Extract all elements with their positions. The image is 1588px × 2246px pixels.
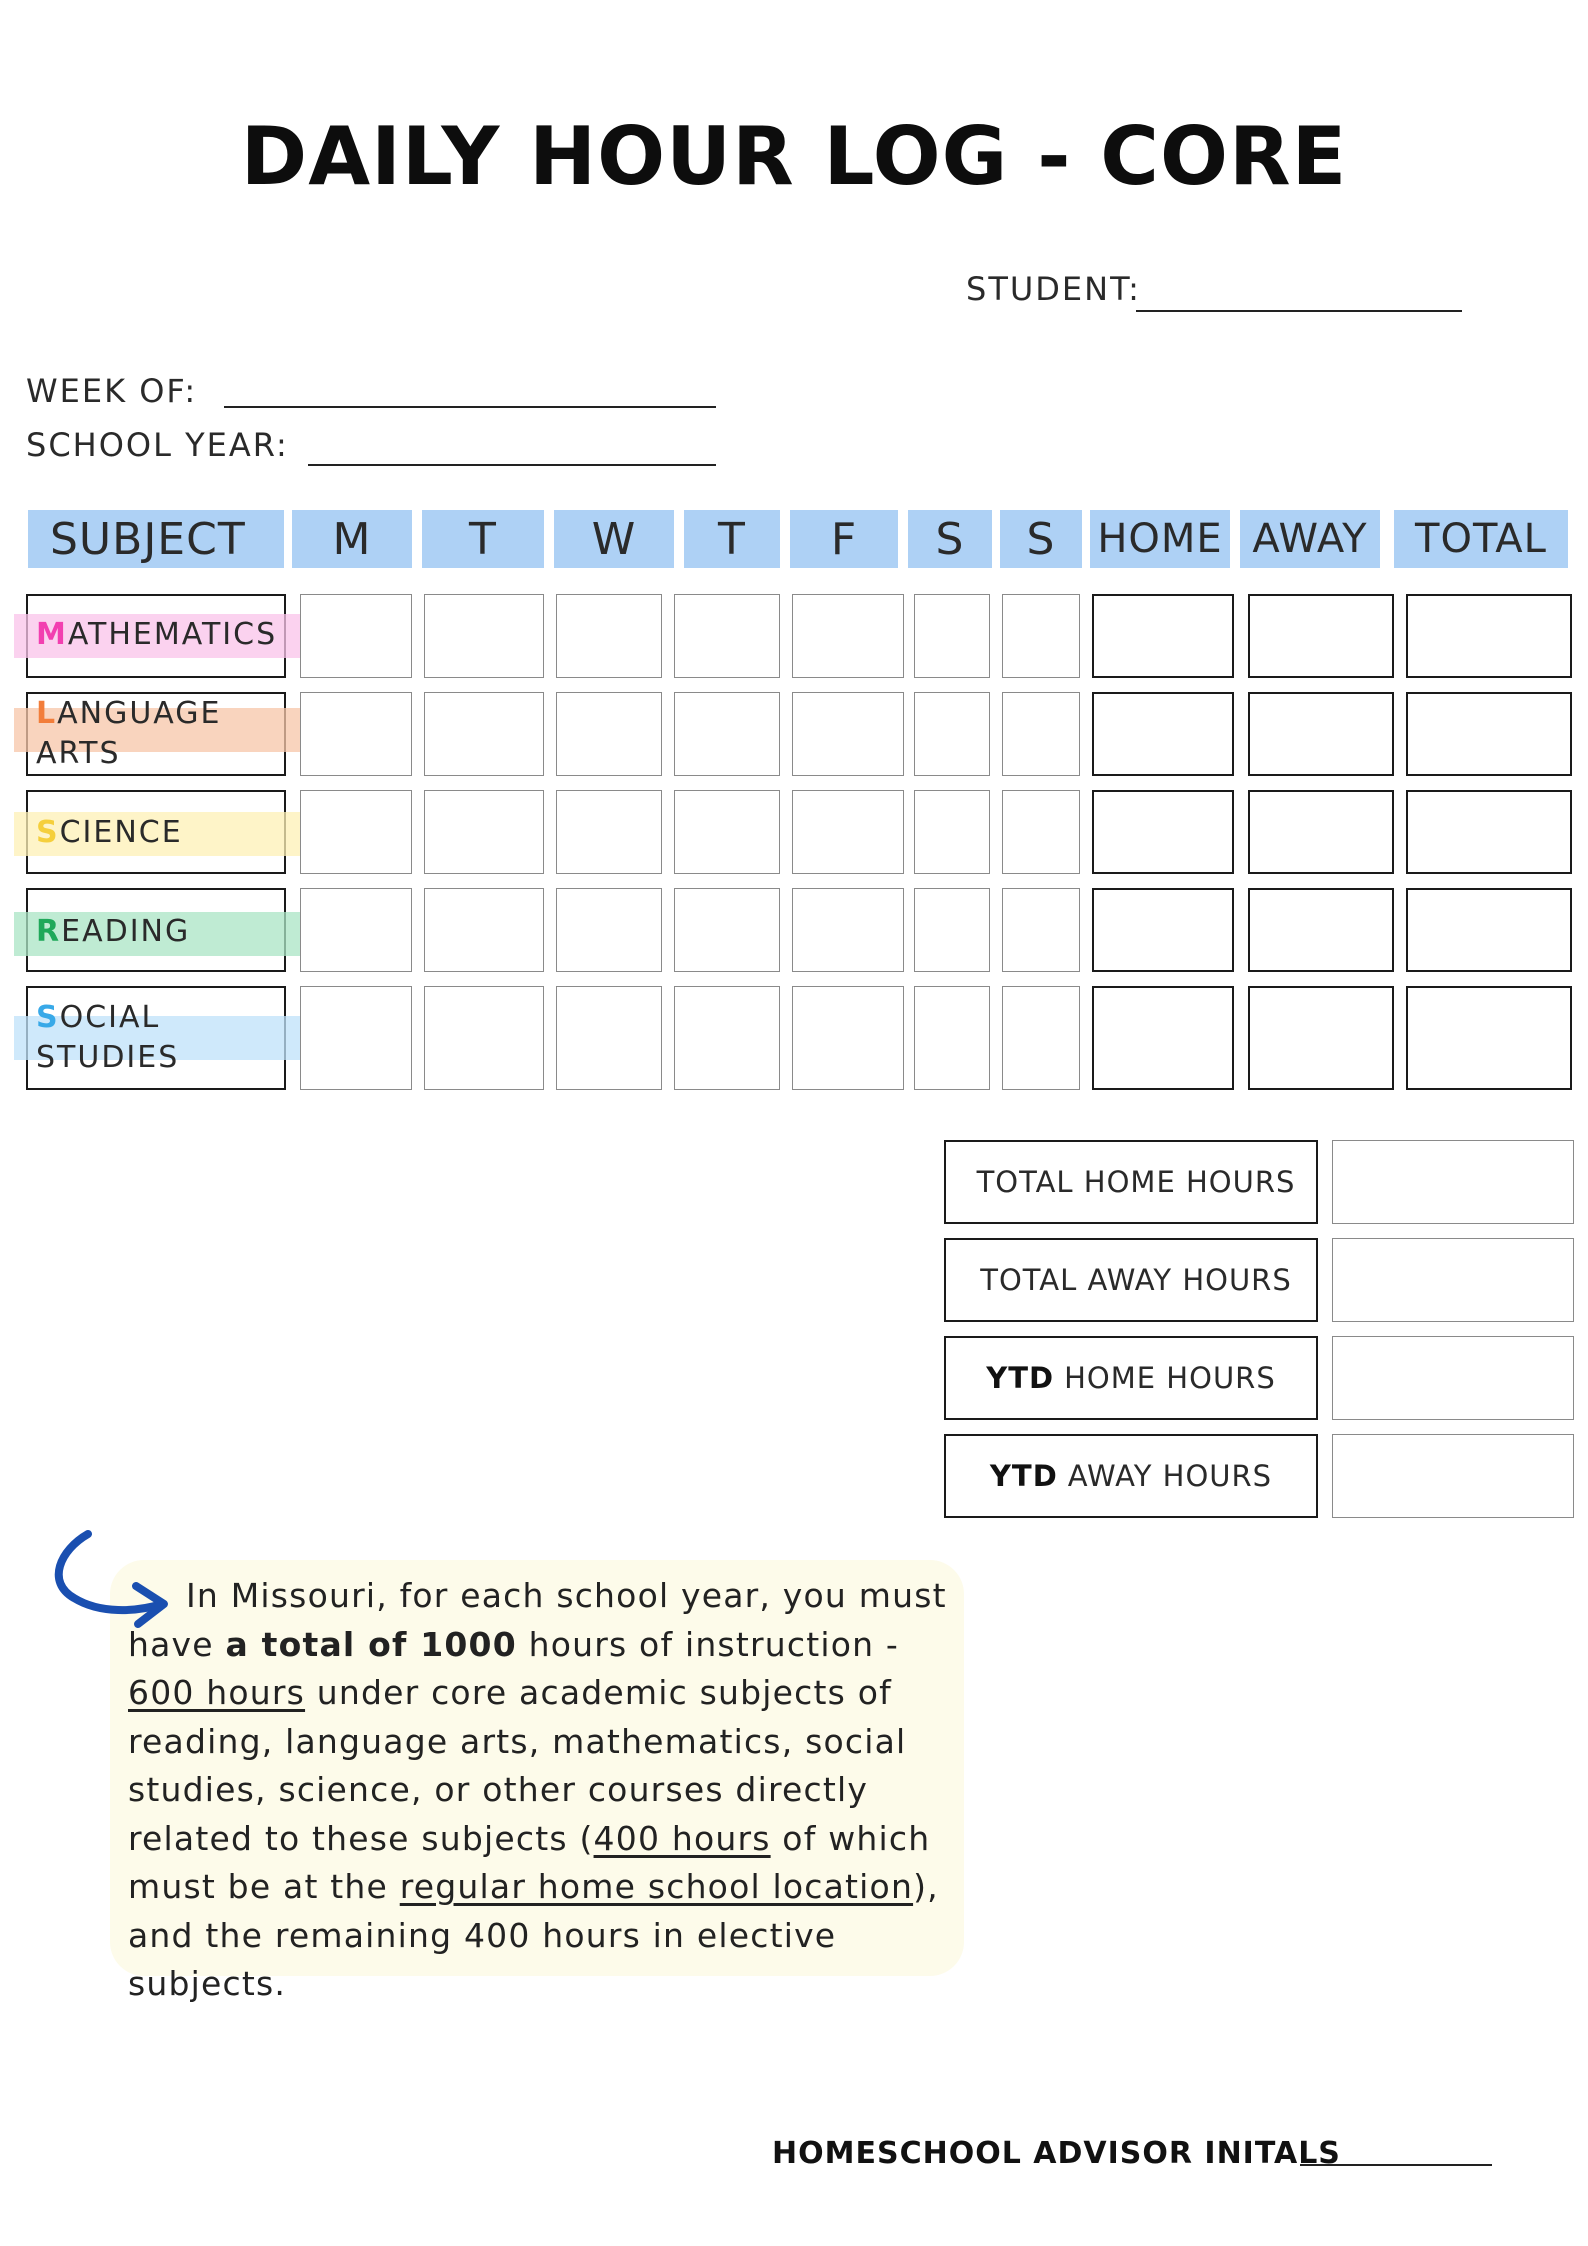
total-home-hours-field[interactable] (1332, 1140, 1574, 1224)
hours-cell-science-away[interactable] (1248, 790, 1394, 874)
hours-cell-mathematics-thu[interactable] (674, 594, 780, 678)
subject-rest: OCIAL (59, 1000, 161, 1035)
page-title: DAILY HOUR LOG - CORE (240, 110, 1348, 203)
hours-cell-science-sun[interactable] (1002, 790, 1080, 874)
header-day: S (1000, 510, 1082, 568)
hours-cell-reading-wed[interactable] (556, 888, 662, 972)
school-year-field[interactable] (308, 464, 716, 466)
hours-cell-social-studies-mon[interactable] (300, 986, 412, 1090)
subject-label-reading (36, 912, 190, 952)
hours-cell-social-studies-total[interactable] (1406, 986, 1572, 1090)
subject-rest: EADING (61, 914, 191, 949)
advisor-initials-field[interactable] (1300, 2164, 1492, 2166)
subject-rest: ANGUAGE (57, 696, 222, 731)
subject-initial: S (36, 1000, 60, 1035)
subject-initial: S (36, 815, 60, 850)
header-away: AWAY (1240, 510, 1380, 568)
student-field[interactable] (1136, 310, 1462, 312)
info-note-text: In Missouri, for each school year, you must have a total of 1000 hours of instruction - 600 hours under core academic subjects of reading, language arts, mathematics, social studies, science, or other courses directly related to these subjects (400 hours of which must be at the regular home school location), and the remaining 400 hours in elective subjects. (128, 1576, 947, 2003)
hours-cell-mathematics-fri[interactable] (792, 594, 904, 678)
hours-cell-language-arts-tue[interactable] (424, 692, 544, 776)
hours-cell-science-tue[interactable] (424, 790, 544, 874)
hours-cell-mathematics-sat[interactable] (914, 594, 990, 678)
week-of-field[interactable] (224, 406, 716, 408)
subject-line2: STUDIES (36, 1040, 180, 1075)
hours-cell-science-wed[interactable] (556, 790, 662, 874)
subject-initial: R (36, 914, 62, 949)
header-day: T (422, 510, 544, 568)
hours-cell-social-studies-away[interactable] (1248, 986, 1394, 1090)
school-year-label: SCHOOL YEAR: (26, 426, 289, 464)
subject-line2: ARTS (36, 736, 121, 771)
subject-label-language-arts (36, 694, 222, 774)
header-day: S (908, 510, 992, 568)
ytd-home-hours-label: YTD HOME HOURS (944, 1336, 1318, 1420)
hours-cell-language-arts-fri[interactable] (792, 692, 904, 776)
hours-cell-reading-away[interactable] (1248, 888, 1394, 972)
hours-cell-language-arts-home[interactable] (1092, 692, 1234, 776)
total-away-hours-label: TOTAL AWAY HOURS (944, 1238, 1318, 1322)
hours-cell-science-sat[interactable] (914, 790, 990, 874)
hours-cell-social-studies-home[interactable] (1092, 986, 1234, 1090)
hours-cell-language-arts-wed[interactable] (556, 692, 662, 776)
header-day: M (292, 510, 412, 568)
hours-cell-social-studies-tue[interactable] (424, 986, 544, 1090)
total-home-hours-label: TOTAL HOME HOURS (944, 1140, 1318, 1224)
header-subject: SUBJECT (28, 510, 284, 568)
header-total: TOTAL (1394, 510, 1568, 568)
hours-cell-reading-sat[interactable] (914, 888, 990, 972)
hours-cell-social-studies-wed[interactable] (556, 986, 662, 1090)
hours-cell-social-studies-thu[interactable] (674, 986, 780, 1090)
hours-cell-reading-home[interactable] (1092, 888, 1234, 972)
hours-cell-reading-mon[interactable] (300, 888, 412, 972)
header-day: T (684, 510, 780, 568)
hours-cell-reading-fri[interactable] (792, 888, 904, 972)
hours-cell-science-total[interactable] (1406, 790, 1572, 874)
ytd-away-hours-label: YTD AWAY HOURS (944, 1434, 1318, 1518)
hours-cell-mathematics-sun[interactable] (1002, 594, 1080, 678)
ytd-away-hours-field[interactable] (1332, 1434, 1574, 1518)
hours-cell-reading-total[interactable] (1406, 888, 1572, 972)
hours-cell-reading-tue[interactable] (424, 888, 544, 972)
advisor-initials-label: HOMESCHOOL ADVISOR INITALS (772, 2136, 1341, 2171)
hours-cell-language-arts-mon[interactable] (300, 692, 412, 776)
hours-cell-science-thu[interactable] (674, 790, 780, 874)
header-day: F (790, 510, 898, 568)
hours-cell-mathematics-away[interactable] (1248, 594, 1394, 678)
hours-cell-mathematics-wed[interactable] (556, 594, 662, 678)
hours-cell-mathematics-mon[interactable] (300, 594, 412, 678)
hours-cell-mathematics-tue[interactable] (424, 594, 544, 678)
subject-label-mathematics (36, 615, 277, 655)
hours-cell-social-studies-sat[interactable] (914, 986, 990, 1090)
subject-rest: ATHEMATICS (67, 617, 278, 652)
hours-cell-mathematics-home[interactable] (1092, 594, 1234, 678)
hours-cell-reading-thu[interactable] (674, 888, 780, 972)
hours-cell-language-arts-sun[interactable] (1002, 692, 1080, 776)
subject-label-science (36, 813, 183, 853)
student-label: STUDENT: (966, 270, 1141, 308)
hours-cell-science-home[interactable] (1092, 790, 1234, 874)
subject-label-social-studies (36, 998, 179, 1078)
hours-cell-social-studies-sun[interactable] (1002, 986, 1080, 1090)
week-of-label: WEEK OF: (26, 372, 198, 410)
hours-cell-reading-sun[interactable] (1002, 888, 1080, 972)
hours-cell-language-arts-thu[interactable] (674, 692, 780, 776)
hours-cell-social-studies-fri[interactable] (792, 986, 904, 1090)
hours-cell-science-mon[interactable] (300, 790, 412, 874)
ytd-home-hours-field[interactable] (1332, 1336, 1574, 1420)
hours-cell-language-arts-total[interactable] (1406, 692, 1572, 776)
subject-initial: M (36, 617, 68, 652)
header-home: HOME (1090, 510, 1230, 568)
hours-cell-science-fri[interactable] (792, 790, 904, 874)
subject-initial: L (36, 696, 58, 731)
hours-cell-language-arts-sat[interactable] (914, 692, 990, 776)
hours-cell-mathematics-total[interactable] (1406, 594, 1572, 678)
hours-cell-language-arts-away[interactable] (1248, 692, 1394, 776)
total-away-hours-field[interactable] (1332, 1238, 1574, 1322)
subject-rest: CIENCE (59, 815, 183, 850)
header-day: W (554, 510, 674, 568)
